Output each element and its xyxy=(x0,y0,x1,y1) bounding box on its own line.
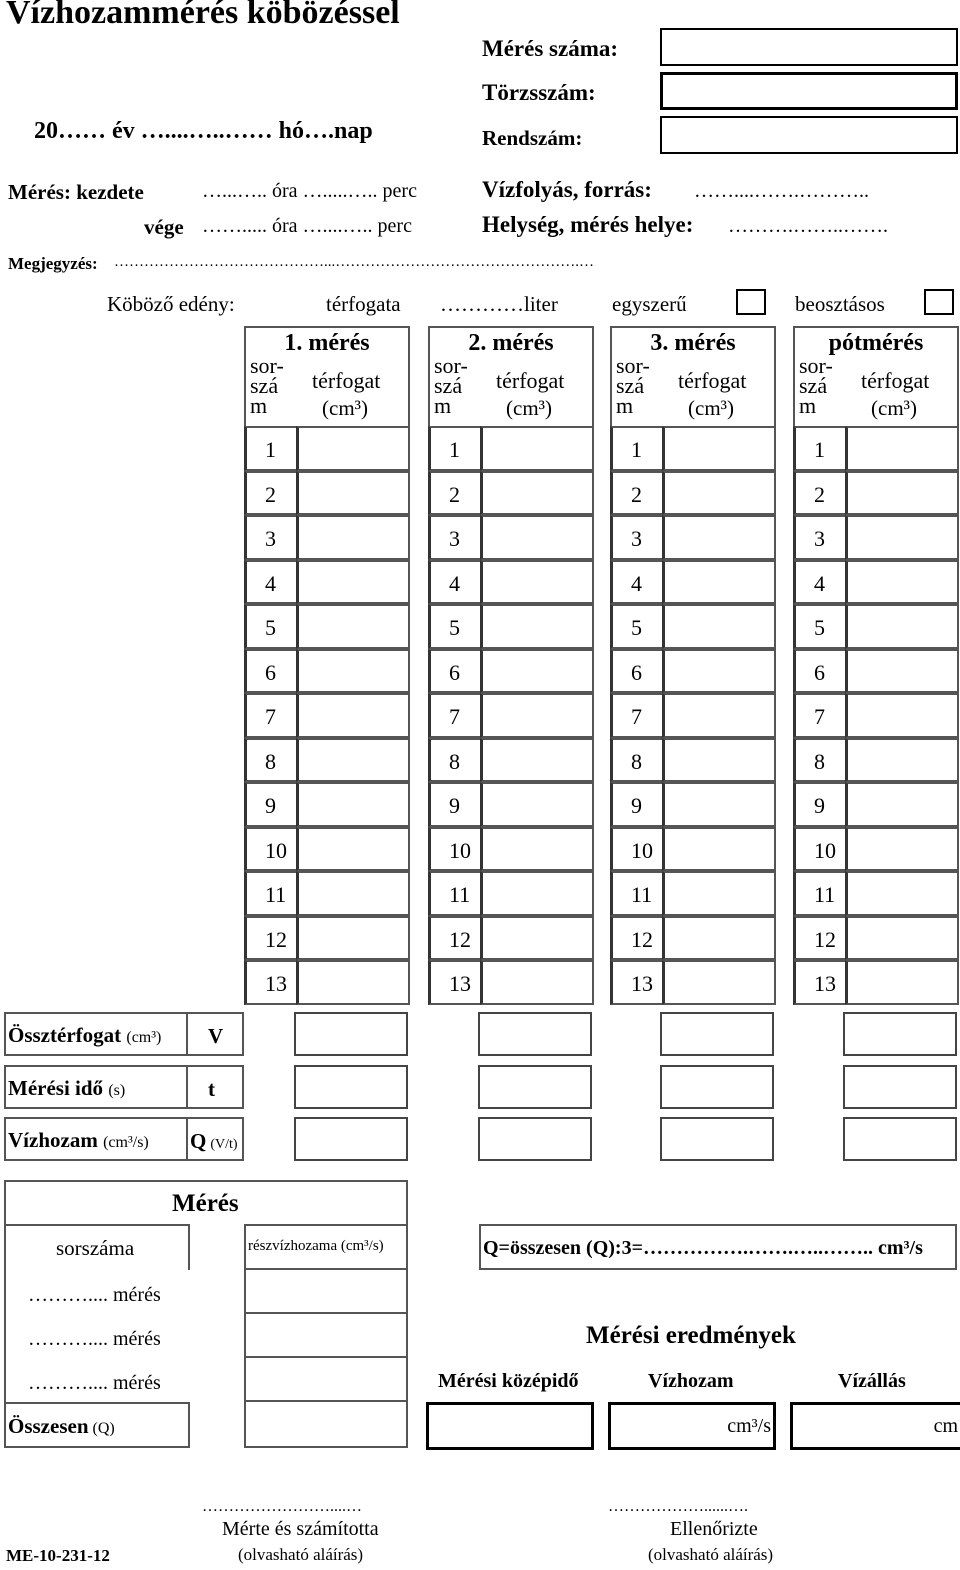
vessel-graduated-checkbox[interactable] xyxy=(924,289,954,315)
row-number-text: 7 xyxy=(265,704,276,729)
row-number xyxy=(610,693,662,738)
row-number xyxy=(610,604,662,649)
stream-label: Vízfolyás, forrás: xyxy=(482,177,652,202)
measurement-header xyxy=(610,326,776,426)
level-box[interactable] xyxy=(790,1402,960,1450)
row-number-text: 12 xyxy=(631,926,653,952)
row-number xyxy=(610,916,662,961)
page-title: Vízhozammérés köbözéssel xyxy=(6,0,400,31)
date-line[interactable] xyxy=(34,118,373,145)
volume-input-cell[interactable] xyxy=(480,604,594,649)
volume-input-cell[interactable] xyxy=(662,738,776,783)
stream-field[interactable]: ……....…….……….. xyxy=(694,180,869,202)
row-number-text: 8 xyxy=(814,748,825,774)
row-number-text: 5 xyxy=(631,615,642,640)
row-number xyxy=(428,871,480,916)
row-number xyxy=(428,693,480,738)
volume-col-unit: (cm³) xyxy=(322,396,368,420)
row-number-text: 13 xyxy=(449,971,471,996)
row-number xyxy=(244,604,296,649)
row-number-text: 8 xyxy=(449,748,460,774)
flow-rate-value-3[interactable] xyxy=(660,1117,774,1161)
volume-col-label: térfogat xyxy=(496,368,565,393)
serial-col-label: sor-szá m xyxy=(616,356,650,418)
place-label: Helység, mérés helye: xyxy=(482,212,694,237)
row-number xyxy=(610,738,662,783)
row-number xyxy=(610,782,662,827)
row-number-text: 7 xyxy=(449,704,460,729)
volume-input-cell[interactable] xyxy=(480,916,594,961)
row-number-text: 1 xyxy=(265,437,276,462)
volume-input-cell[interactable] xyxy=(480,426,594,471)
partial-frame-line xyxy=(4,1270,6,1402)
readable-signature-2: (olvasható aláírás) xyxy=(648,1545,774,1564)
row-number-text: 8 xyxy=(265,748,276,774)
row-number xyxy=(428,738,480,783)
row-number xyxy=(793,827,845,872)
partial-flow-input[interactable] xyxy=(244,1358,408,1402)
volume-input-cell[interactable] xyxy=(845,960,959,1005)
flow-rate-label: Vízhozam xyxy=(8,1128,98,1152)
row-number-text: 3 xyxy=(814,526,825,551)
vessel-graduated-label: beosztásos xyxy=(795,292,885,316)
volume-input-cell[interactable] xyxy=(296,916,410,961)
row-number xyxy=(610,871,662,916)
volume-input-cell[interactable] xyxy=(480,738,594,783)
measurement-header xyxy=(428,326,594,426)
measurement-time-value-2[interactable] xyxy=(478,1065,592,1109)
start-label: Mérés: kezdete xyxy=(8,180,144,204)
row-number xyxy=(244,426,296,471)
row-number-text: 3 xyxy=(265,526,276,551)
row-number xyxy=(244,738,296,783)
volume-input-cell[interactable] xyxy=(845,515,959,560)
flow-rate-value-4[interactable] xyxy=(843,1117,957,1161)
row-number xyxy=(793,871,845,916)
volume-input-cell[interactable] xyxy=(480,871,594,916)
measurement-title: pótmérés xyxy=(828,330,924,356)
row-number-text: 9 xyxy=(449,793,460,818)
serial-col-label: sor-szá m xyxy=(250,356,284,418)
row-number xyxy=(793,515,845,560)
volume-input-cell[interactable] xyxy=(662,471,776,516)
measurement-time-symbol-cell xyxy=(188,1065,244,1109)
row-number-text: 3 xyxy=(449,526,460,551)
row-number-text: 12 xyxy=(265,926,287,952)
volume-input-cell[interactable] xyxy=(296,649,410,694)
row-number-text: 8 xyxy=(631,748,642,774)
row-number-text: 10 xyxy=(449,837,471,863)
partial-header: Mérés xyxy=(172,1190,239,1217)
partial-col1-header xyxy=(4,1224,190,1270)
row-number xyxy=(610,515,662,560)
volume-input-cell[interactable] xyxy=(845,738,959,783)
row-number-text: 9 xyxy=(631,793,642,818)
row-number-text: 2 xyxy=(449,481,460,507)
row-number-text: 11 xyxy=(631,882,653,907)
volume-col-label: térfogat xyxy=(312,368,381,393)
row-number xyxy=(244,782,296,827)
row-number xyxy=(793,426,845,471)
volume-input-cell[interactable] xyxy=(296,960,410,1005)
row-number-text: 6 xyxy=(814,659,825,685)
volume-input-cell[interactable] xyxy=(296,471,410,516)
total-volume-value-2[interactable] xyxy=(478,1012,592,1056)
row-number xyxy=(793,693,845,738)
total-volume-symbol: V xyxy=(208,1024,224,1048)
row-number xyxy=(428,827,480,872)
measurement-number-box[interactable] xyxy=(660,28,958,66)
row-number xyxy=(793,960,845,1005)
vessel-simple-label: egyszerű xyxy=(612,292,687,316)
partial-flow-input[interactable] xyxy=(244,1314,408,1358)
registry-number-label: Törzsszám: xyxy=(482,80,596,105)
volume-input-cell[interactable] xyxy=(480,782,594,827)
mid-time-box[interactable] xyxy=(426,1402,594,1450)
row-number-text: 2 xyxy=(631,481,642,507)
row-number-text: 5 xyxy=(265,615,276,640)
row-number xyxy=(610,426,662,471)
row-number-text: 1 xyxy=(814,437,825,462)
formula-box[interactable] xyxy=(479,1224,957,1270)
year-field: 20…… év xyxy=(34,118,135,144)
volume-input-cell[interactable] xyxy=(296,738,410,783)
row-number xyxy=(428,916,480,961)
row-number-text: 11 xyxy=(265,882,287,907)
volume-input-cell[interactable] xyxy=(480,693,594,738)
volume-col-unit: (cm³) xyxy=(871,396,917,420)
row-number-text: 9 xyxy=(265,793,276,818)
row-number-text: 4 xyxy=(449,570,460,596)
volume-input-cell[interactable] xyxy=(662,560,776,605)
row-number-text: 3 xyxy=(631,526,642,551)
volume-input-cell[interactable] xyxy=(480,827,594,872)
row-number-text: 11 xyxy=(449,882,471,907)
partial-row-label: ……….... mérés xyxy=(28,1284,161,1306)
row-number xyxy=(428,782,480,827)
row-number xyxy=(428,426,480,471)
registry-number-box[interactable] xyxy=(660,72,958,110)
volume-col-unit: (cm³) xyxy=(506,396,552,420)
volume-input-cell[interactable] xyxy=(845,693,959,738)
row-number-text: 7 xyxy=(631,704,642,729)
volume-input-cell[interactable] xyxy=(845,827,959,872)
row-number xyxy=(793,916,845,961)
row-number xyxy=(610,471,662,516)
note-field[interactable]: ……………………………………...………………………………………….… xyxy=(114,254,594,270)
volume-col-unit: (cm³) xyxy=(688,396,734,420)
row-number-text: 5 xyxy=(814,615,825,640)
row-number xyxy=(244,960,296,1005)
form-code: ME-10-231-12 xyxy=(6,1546,110,1565)
row-number-text: 10 xyxy=(265,837,287,863)
row-number xyxy=(793,738,845,783)
volume-input-cell[interactable] xyxy=(296,871,410,916)
measurement-time-label: Mérési idő xyxy=(8,1076,104,1100)
partial-row-label: ……….... mérés xyxy=(28,1328,161,1350)
month-field: …....…..…… hó xyxy=(140,118,305,144)
volume-input-cell[interactable] xyxy=(662,515,776,560)
row-number-text: 6 xyxy=(631,659,642,685)
volume-input-cell[interactable] xyxy=(480,960,594,1005)
measurement-time-value-1[interactable] xyxy=(294,1065,408,1109)
partial-total-cell xyxy=(4,1402,190,1448)
vessel-label: Köböző edény: xyxy=(107,292,235,316)
mid-time-label: Mérési középidő xyxy=(438,1370,579,1392)
volume-input-cell[interactable] xyxy=(296,604,410,649)
row-number-text: 10 xyxy=(814,837,836,863)
measurement-title: 1. mérés xyxy=(284,330,370,356)
measurement-time-unit: (s) xyxy=(108,1082,126,1099)
day-field: ….nap xyxy=(304,118,373,144)
total-volume-label-cell xyxy=(4,1012,188,1056)
row-number-text: 2 xyxy=(814,481,825,507)
partial-flow-input[interactable] xyxy=(244,1270,408,1314)
volume-input-cell[interactable] xyxy=(845,916,959,961)
total-volume-value-1[interactable] xyxy=(294,1012,408,1056)
total-volume-label: Össztérfogat xyxy=(8,1023,122,1047)
row-number-text: 4 xyxy=(265,570,276,596)
volume-input-cell[interactable] xyxy=(662,426,776,471)
total-volume-value-3[interactable] xyxy=(660,1012,774,1056)
volume-input-cell[interactable] xyxy=(296,515,410,560)
row-number xyxy=(610,827,662,872)
signature-dots-measured[interactable]: ……………………....… xyxy=(202,1498,362,1515)
volume-col-label: térfogat xyxy=(678,368,747,393)
row-number xyxy=(610,560,662,605)
row-number xyxy=(793,471,845,516)
system-number-box[interactable] xyxy=(660,116,958,154)
results-title: Mérési eredmények xyxy=(586,1322,796,1349)
row-number-text: 12 xyxy=(449,926,471,952)
row-number xyxy=(610,649,662,694)
volume-input-cell[interactable] xyxy=(662,649,776,694)
row-number xyxy=(244,871,296,916)
flow-rate-symbol-cell xyxy=(188,1117,244,1161)
level-unit: cm xyxy=(933,1415,958,1437)
serial-col-label: sor-szá m xyxy=(799,356,833,418)
row-number-text: 5 xyxy=(449,615,460,640)
flow-rate-symbol-note: (V/t) xyxy=(210,1137,238,1152)
measurement-header xyxy=(793,326,959,426)
volume-input-cell[interactable] xyxy=(296,693,410,738)
volume-input-cell[interactable] xyxy=(662,604,776,649)
row-number xyxy=(428,515,480,560)
row-number xyxy=(244,560,296,605)
checked-label: Ellenőrizte xyxy=(670,1518,758,1540)
flow-rate-value-2[interactable] xyxy=(478,1117,592,1161)
volume-input-cell[interactable] xyxy=(845,560,959,605)
row-number-text: 6 xyxy=(449,659,460,685)
row-number xyxy=(428,649,480,694)
place-field[interactable]: ……….……..……. xyxy=(728,215,888,237)
volume-input-cell[interactable] xyxy=(480,649,594,694)
total-volume-unit: (cm³) xyxy=(126,1029,162,1046)
row-number xyxy=(610,960,662,1005)
partial-total-label: Összesen xyxy=(8,1414,89,1438)
row-number xyxy=(428,560,480,605)
flow-rate-unit: (cm³/s) xyxy=(103,1134,149,1151)
volume-input-cell[interactable] xyxy=(662,693,776,738)
flow-rate-label-cell xyxy=(4,1117,188,1161)
volume-input-cell[interactable] xyxy=(662,827,776,872)
volume-input-cell[interactable] xyxy=(296,426,410,471)
measured-label: Mérte és számította xyxy=(222,1518,379,1540)
measurement-header xyxy=(244,326,410,426)
volume-input-cell[interactable] xyxy=(845,471,959,516)
vessel-volume-field[interactable]: …………liter xyxy=(440,292,558,316)
row-number-text: 1 xyxy=(449,437,460,462)
signature-dots-checked[interactable]: ………………......…. xyxy=(608,1498,748,1515)
volume-input-cell[interactable] xyxy=(296,560,410,605)
volume-input-cell[interactable] xyxy=(845,871,959,916)
note-label: Megjegyzés: xyxy=(8,254,98,273)
row-number xyxy=(793,782,845,827)
serial-col-label: sor-szá m xyxy=(434,356,468,418)
row-number-text: 2 xyxy=(265,481,276,507)
row-number xyxy=(428,960,480,1005)
volume-input-cell[interactable] xyxy=(662,960,776,1005)
flow-rate-value-1[interactable] xyxy=(294,1117,408,1161)
partial-row-label: ……….... mérés xyxy=(28,1372,161,1394)
volume-input-cell[interactable] xyxy=(845,782,959,827)
start-time-field[interactable]: …...….. óra ….....….. perc xyxy=(202,180,417,202)
row-number-text: 4 xyxy=(814,570,825,596)
row-number-text: 7 xyxy=(814,704,825,729)
row-number xyxy=(244,471,296,516)
measurement-time-symbol: t xyxy=(208,1077,215,1101)
measurement-title: 2. mérés xyxy=(468,330,554,356)
row-number xyxy=(244,693,296,738)
row-number xyxy=(244,916,296,961)
row-number-text: 11 xyxy=(814,882,836,907)
row-number-text: 4 xyxy=(631,570,642,596)
row-number-text: 13 xyxy=(265,971,287,996)
row-number-text: 6 xyxy=(265,659,276,685)
flow-rate-symbol: Q xyxy=(190,1129,207,1153)
volume-input-cell[interactable] xyxy=(480,515,594,560)
total-volume-symbol-cell xyxy=(188,1012,244,1056)
volume-input-cell[interactable] xyxy=(662,871,776,916)
measurement-time-value-3[interactable] xyxy=(660,1065,774,1109)
readable-signature-1: (olvasható aláírás) xyxy=(238,1545,364,1564)
row-number-text: 12 xyxy=(814,926,836,952)
measurement-time-label-cell xyxy=(4,1065,188,1109)
partial-col2-header xyxy=(244,1224,408,1270)
row-number-text: 1 xyxy=(631,437,642,462)
partial-col2-label: részvízhozama (cm³/s) xyxy=(248,1238,384,1254)
flow-unit: cm³/s xyxy=(727,1415,771,1437)
flow-label: Vízhozam xyxy=(648,1370,734,1392)
partial-total-input[interactable] xyxy=(244,1402,408,1448)
row-number xyxy=(244,827,296,872)
row-number xyxy=(793,604,845,649)
vessel-simple-checkbox[interactable] xyxy=(736,289,766,315)
volume-input-cell[interactable] xyxy=(845,649,959,694)
volume-col-label: térfogat xyxy=(861,368,930,393)
vessel-volume-label: térfogata xyxy=(326,292,401,316)
measurement-title: 3. mérés xyxy=(650,330,736,356)
volume-input-cell[interactable] xyxy=(662,782,776,827)
volume-input-cell[interactable] xyxy=(296,827,410,872)
total-volume-value-4[interactable] xyxy=(843,1012,957,1056)
volume-input-cell[interactable] xyxy=(662,916,776,961)
row-number xyxy=(428,471,480,516)
row-number xyxy=(793,560,845,605)
formula-text: Q=összesen (Q):3=…………….…….…..…….. cm³/s xyxy=(483,1237,923,1259)
row-number xyxy=(244,515,296,560)
end-time-field[interactable]: ……..... óra …....….. perc xyxy=(202,215,412,237)
row-number-text: 13 xyxy=(631,971,653,996)
volume-input-cell[interactable] xyxy=(296,782,410,827)
volume-input-cell[interactable] xyxy=(480,471,594,516)
measurement-number-label: Mérés száma: xyxy=(482,36,619,61)
partial-total-unit: (Q) xyxy=(92,1420,115,1437)
partial-col1-label: sorszáma xyxy=(56,1236,135,1260)
volume-input-cell[interactable] xyxy=(845,604,959,649)
volume-input-cell[interactable] xyxy=(480,560,594,605)
end-label: vége xyxy=(144,215,184,239)
system-number-label: Rendszám: xyxy=(482,126,583,150)
row-number xyxy=(428,604,480,649)
level-label: Vízállás xyxy=(838,1370,906,1392)
partial-header-row xyxy=(4,1180,408,1224)
flow-box[interactable] xyxy=(608,1402,776,1450)
row-number-text: 9 xyxy=(814,793,825,818)
row-number-text: 10 xyxy=(631,837,653,863)
row-number-text: 13 xyxy=(814,971,836,996)
row-number xyxy=(244,649,296,694)
measurement-time-value-4[interactable] xyxy=(843,1065,957,1109)
row-number xyxy=(793,649,845,694)
volume-input-cell[interactable] xyxy=(845,426,959,471)
